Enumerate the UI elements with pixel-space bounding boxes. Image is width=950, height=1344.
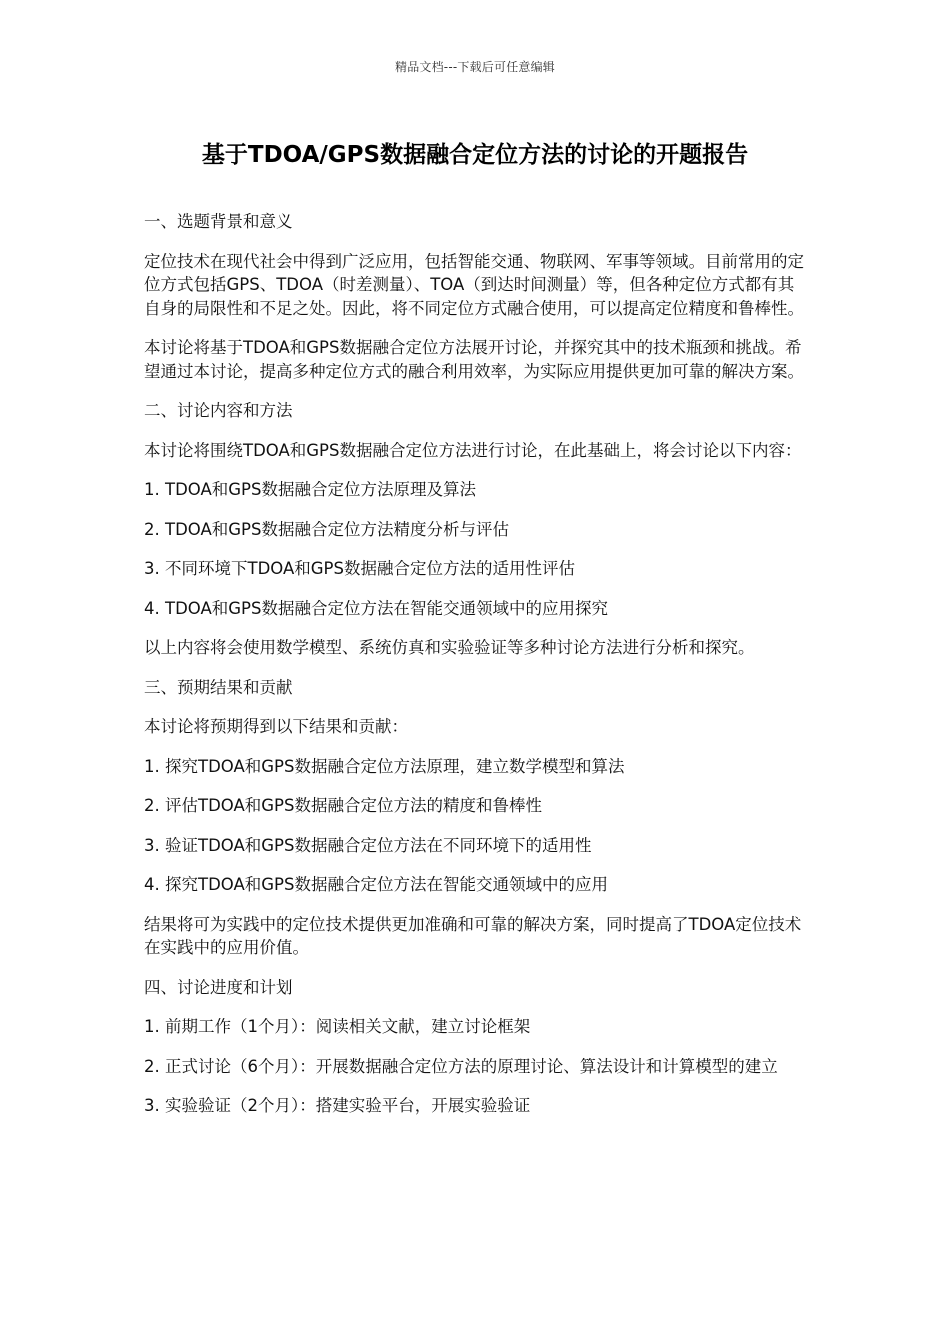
- paragraph-background-2: 本讨论将基于TDOA和GPS数据融合定位方法展开讨论，并探究其中的技术瓶颈和挑战。希望通过本讨论，提高多种定位方式的融合利用效率，为实际应用提供更加可靠的解决方案。: [144, 338, 804, 381]
- list-item: 4. 探究TDOA和GPS数据融合定位方法在智能交通领域中的应用: [144, 875, 608, 894]
- list-item: 3. 不同环境下TDOA和GPS数据融合定位方法的适用性评估: [144, 559, 575, 578]
- paragraph-results-outro: 结果将可为实践中的定位技术提供更加准确和可靠的解决方案，同时提高了TDOA定位技术在实践中的应用价值。: [144, 914, 802, 957]
- paragraph-content-outro: 以上内容将会使用数学模型、系统仿真和实验验证等多种讨论方法进行分析和探究。: [144, 638, 755, 657]
- list-item: 2. 正式讨论（6个月）：开展数据融合定位方法的原理讨论、算法设计和计算模型的建立: [144, 1056, 778, 1076]
- list-item: 4. TDOA和GPS数据融合定位方法在智能交通领域中的应用探究: [144, 598, 608, 618]
- list-item: 1. 探究TDOA和GPS数据融合定位方法原理，建立数学模型和算法: [144, 756, 625, 776]
- section-heading-background: 一、选题背景和意义: [144, 212, 293, 231]
- document-body: [144, 210, 808, 1134]
- list-item: 1. TDOA和GPS数据融合定位方法原理及算法: [144, 480, 476, 499]
- document-title: 基于TDOA/GPS数据融合定位方法的讨论的开题报告: [201, 142, 749, 168]
- section-heading-results: 三、预期结果和贡献: [144, 677, 293, 697]
- list-item: 1. 前期工作（1个月）：阅读相关文献，建立讨论框架: [144, 1017, 531, 1036]
- paragraph-content-intro: 本讨论将围绕TDOA和GPS数据融合定位方法进行讨论，在此基础上，将会讨论以下内容：: [144, 440, 802, 460]
- list-item: 3. 实验验证（2个月）：搭建实验平台，开展实验验证: [144, 1096, 531, 1115]
- paragraph-results-intro: 本讨论将预期得到以下结果和贡献：: [144, 717, 408, 736]
- list-item: 3. 验证TDOA和GPS数据融合定位方法在不同环境下的适用性: [144, 835, 592, 855]
- list-item: 2. TDOA和GPS数据融合定位方法精度分析与评估: [144, 519, 509, 539]
- section-heading-content: 二、讨论内容和方法: [144, 401, 293, 420]
- list-item: 2. 评估TDOA和GPS数据融合定位方法的精度和鲁棒性: [144, 796, 542, 815]
- section-heading-schedule: 四、讨论进度和计划: [144, 977, 293, 997]
- header-note: 精品文档---下载后可任意编辑: [395, 60, 555, 74]
- paragraph-background-1: 定位技术在现代社会中得到广泛应用，包括智能交通、物联网、军事等领域。目前常用的定位方式包括GPS、TDOA（时差测量）、TOA（到达时间测量）等，但各种定位方式都有其自身的局限性和不足之处。因此，将不同定位方式融合使用，可以提高定位精度和鲁棒性。: [144, 251, 804, 318]
